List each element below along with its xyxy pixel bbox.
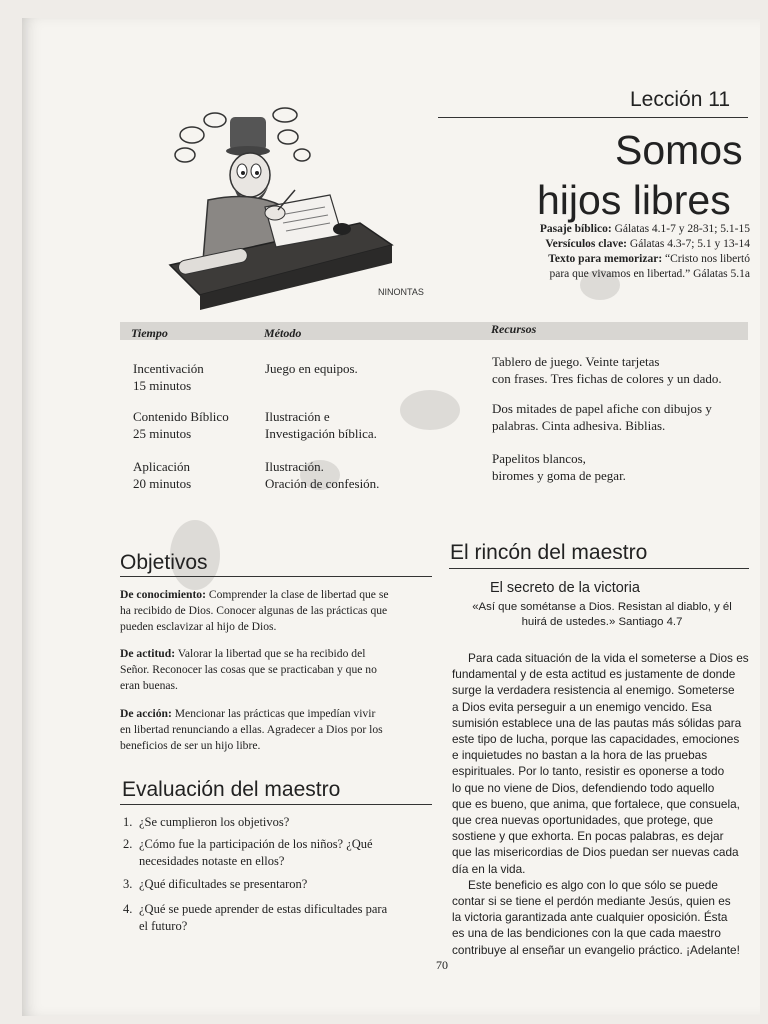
paragraph-line: surge la verdadera resistencia al enemigo. Someterse (452, 683, 735, 698)
metodo-line: Juego en equipos. (265, 361, 358, 376)
table-header-band (120, 322, 748, 340)
item-text: ¿Qué se puede aprender de estas dificultades para (139, 902, 388, 916)
paragraph-line: es una de las bendiciones con la que cada maestro (452, 926, 721, 941)
scripture-references (470, 222, 750, 282)
metodo-cell (265, 458, 379, 492)
objetivo-line: pueden esclavizar al hijo de Dios. (120, 620, 277, 633)
paragraph-line: que las misericordias de Dios puedan ser nuevas cada (452, 845, 739, 860)
item-text: ¿Se cumplieron los objetivos? (139, 815, 290, 829)
tiempo-cell: Contenido Bíblico (133, 409, 229, 424)
objetivo-label: De conocimiento: (120, 588, 206, 601)
memorizar-value-2: para que vivamos en libertad.” Gálatas 5.1a (549, 268, 750, 280)
paragraph-line: e inquietudes no bastan a la hora de las pruebas (452, 748, 708, 763)
recursos-line: Papelitos blancos, (492, 451, 586, 466)
objetivo-actitud (120, 646, 432, 694)
rincon-heading: El rincón del maestro (450, 541, 648, 564)
item-number: 1. (123, 815, 133, 829)
tiempo-cell: 20 minutos (133, 476, 192, 491)
rincon-rule (449, 568, 749, 569)
tiempo-cell: 25 minutos (133, 426, 192, 441)
col-header-tiempo: Tiempo (131, 326, 168, 340)
paragraph-line: que es bueno, que anima, que fortalece, que consuela, (452, 796, 740, 811)
item-number: 2. (123, 837, 133, 851)
versiculos-label: Versículos clave: (545, 238, 628, 250)
list-item (123, 901, 435, 937)
page-number: 70 (436, 958, 448, 972)
metodo-cell (265, 360, 358, 377)
objetivo-line: Valorar la libertad que se ha recibido del (177, 647, 366, 660)
paragraph-line: a Dios evita perseguir a un enemigo vencido. Esa (452, 699, 712, 714)
recursos-cell (492, 450, 626, 484)
recursos-line: biromes y goma de pegar. (492, 468, 626, 483)
lesson-number: Lección 11 (630, 88, 731, 111)
objetivo-line: Señor. Reconocer las cosas que se practicaban y que no (120, 663, 377, 676)
pasaje-label: Pasaje bíblico: (539, 223, 612, 235)
paragraph-line: espirituales. Por lo tanto, resistir es oponerse a todo (452, 764, 725, 779)
quote-line: huirá de ustedes.» Santiago 4.7 (521, 616, 683, 628)
recursos-cell (492, 400, 712, 434)
recursos-line: Tablero de juego. Veinte tarjetas (492, 354, 660, 369)
paragraph-line: Este beneficio es algo con lo que sólo se puede (468, 877, 718, 892)
item-text: necesidades notaste en ellos? (139, 854, 285, 868)
rincon-subtitle: El secreto de la victoria (490, 580, 640, 596)
smudge (400, 390, 460, 430)
recursos-line: palabras. Cinta adhesiva. Biblias. (492, 418, 666, 433)
col-header-metodo: Método (264, 326, 302, 340)
objetivo-line: Comprender la clase de libertad que se (208, 588, 389, 601)
lesson-title-line1: Somos (615, 127, 743, 173)
artist-signature: NINONTAS (378, 287, 424, 297)
objetivo-conocimiento (120, 587, 432, 635)
objetivo-label: De acción: (120, 707, 172, 720)
lesson-title-line2: hijos libres (537, 177, 731, 223)
versiculos-value: Gálatas 4.3-7; 5.1 y 13-14 (629, 238, 750, 250)
list-item (123, 814, 435, 834)
recursos-line: Dos mitades de papel afiche con dibujos y (492, 401, 712, 416)
tiempo-cell: Aplicación (133, 459, 191, 474)
col-header-recursos: Recursos (491, 322, 537, 336)
writer-illustration (130, 95, 430, 310)
list-item (123, 836, 435, 872)
memorizar-label: Texto para memorizar: (548, 253, 663, 265)
metodo-line: Ilustración. (265, 459, 324, 474)
paragraph-line: contar si se tiene el perdón mediante Jesús, quien es (452, 894, 731, 909)
paragraph-line: día en la vida. (452, 861, 526, 876)
paragraph-line: sostiene y que exhorta. En pocas palabras, es dejar (452, 829, 724, 844)
table-row (133, 360, 204, 394)
recursos-line: con frases. Tres fichas de colores y un dado. (492, 371, 722, 386)
objetivo-line: Mencionar las prácticas que impedían vivir (174, 707, 376, 720)
metodo-line: Oración de confesión. (265, 476, 380, 491)
list-item (123, 876, 435, 896)
metodo-cell (265, 408, 377, 442)
metodo-line: Investigación bíblica. (265, 426, 377, 441)
tiempo-cell: 15 minutos (133, 378, 192, 393)
table-row (133, 408, 229, 442)
paragraph-line: la victoria garantizada ante cualquier oposición. Ésta (452, 910, 728, 925)
rincon-paragraph-1 (452, 650, 752, 958)
table-row (133, 458, 191, 492)
paragraph-line: sumisión establece una de las pautas más sólidas para (452, 715, 742, 730)
objetivos-rule (120, 576, 432, 577)
quote-line: «Así que sométanse a Dios. Resistan al diablo, y él (472, 601, 732, 613)
header-rule (438, 117, 748, 118)
item-text: el futuro? (139, 919, 188, 933)
objetivo-accion (120, 706, 432, 754)
evaluacion-heading: Evaluación del maestro (122, 778, 341, 801)
objetivo-label: De actitud: (120, 647, 176, 660)
tiempo-cell: Incentivación (133, 361, 204, 376)
objetivo-line: eran buenas. (120, 679, 178, 692)
paragraph-line: este tipo de lucha, porque las capacidades, emociones (452, 732, 740, 747)
item-text: ¿Cómo fue la participación de los niños? ¿Qué (139, 837, 373, 851)
paragraph-line: lo que no viene de Dios, defendiendo todo aquello (452, 780, 715, 795)
paragraph-line: Para cada situación de la vida el someterse a Dios es (468, 651, 749, 665)
rincon-quote (452, 600, 752, 630)
paragraph-line: fundamental y de esta actitud es justamente de donde (452, 667, 736, 682)
memorizar-value-1: “Cristo nos libertó (665, 253, 750, 265)
objetivos-heading: Objetivos (120, 551, 208, 574)
paragraph-line: contribuye al enseñar un evangelio práctico. ¡Adelante! (452, 942, 740, 957)
objetivo-line: beneficios de ser un hijo libre. (120, 739, 261, 752)
objetivo-line: ha recibido de Dios. Conocer algunas de las prácticas que (120, 604, 388, 617)
metodo-line: Ilustración e (265, 409, 330, 424)
pasaje-value: Gálatas 4.1-7 y 28-31; 5.1-15 (614, 223, 750, 235)
objetivo-line: en libertad renunciando a ellas. Agradecer a Dios por los (120, 723, 383, 736)
evaluacion-rule (120, 804, 432, 805)
item-number: 4. (123, 902, 133, 916)
paragraph-line: que crea nuevas oportunidades, que protege, que (452, 813, 714, 828)
recursos-cell (492, 353, 722, 387)
item-text: ¿Qué dificultades se presentaron? (139, 877, 308, 891)
item-number: 3. (123, 877, 133, 891)
